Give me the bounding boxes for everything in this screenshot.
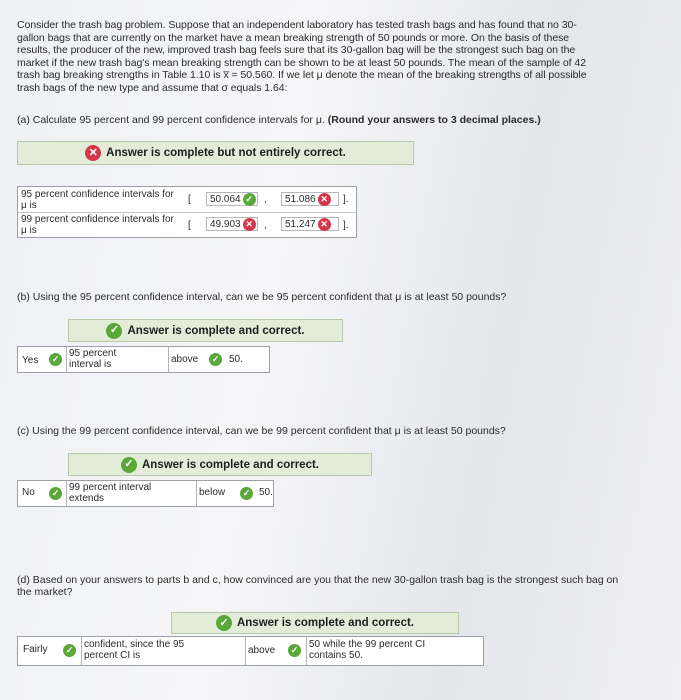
part-d-answer-row: [17, 636, 484, 666]
x-circle-icon: ✕: [318, 193, 331, 206]
ci99-upper-input[interactable]: [281, 217, 339, 231]
x-circle-icon: ✕: [85, 145, 101, 161]
row-95-comma: ,: [264, 194, 267, 205]
row-99-comma: ,: [264, 220, 267, 231]
problem-statement: Consider the trash bag problem. Suppose that an independent laboratory has tested trash bags and has found that no 30-gallon bags that are currently on the market have a mean breaking strength of 50 pounds or more. On the basis of these results, the producer of the new, improved trash bag feels sure that its 30-gallon bag will be the strongest such bag on the market if the new trash bag's mean breaking strength can be shown to be at least 50 pounds. The mean of the sample of 42 trash bag breaking strengths in Table 1.10 is x̅ = 50.560. If we let μ denote the mean of the breaking strengths of all possible trash bags of the new type and assume that σ equals 1.64:: [17, 19, 587, 94]
part-d-choice-value[interactable]: above: [248, 645, 276, 656]
part-c-choice-value[interactable]: below: [199, 487, 226, 498]
cell-divider: [306, 637, 307, 665]
check-circle-icon: ✓: [106, 323, 122, 339]
part-b-answer-row: [17, 346, 270, 373]
part-b-answer-value[interactable]: Yes: [22, 355, 39, 366]
part-d-middle-text: confident, since the 95 percent CI is: [84, 639, 185, 661]
check-circle-icon: ✓: [121, 457, 137, 473]
check-circle-icon: ✓: [63, 644, 76, 657]
part-b-result-banner: [68, 319, 343, 342]
cell-divider: [245, 637, 246, 665]
part-c-middle-text: 99 percent interval extends: [69, 482, 152, 504]
part-d-question: (d) Based on your answers to parts b and c, how convinced are you that the new 30-gallon trash bag is the strongest such bag on the market?: [17, 574, 619, 598]
cell-divider: [66, 347, 67, 372]
part-b-banner-text: Answer is complete and correct.: [127, 324, 305, 337]
row-99-label: 99 percent confidence intervals for μ is: [21, 214, 174, 236]
row-99-open-bracket: [: [188, 220, 191, 231]
part-c-question: (c) Using the 99 percent confidence interval, can we be 99 percent confident that μ is at least 50 pounds?: [17, 425, 506, 437]
part-d-tail-text: 50 while the 99 percent CI contains 50.: [309, 639, 426, 661]
part-a-question: [17, 114, 617, 126]
part-d-banner-text: Answer is complete and correct.: [236, 617, 415, 629]
cell-divider: [168, 347, 169, 372]
ci99-upper-value: 51.247: [285, 218, 316, 230]
ci95-lower-input[interactable]: [206, 192, 258, 206]
part-c-answer-value[interactable]: No: [22, 487, 35, 498]
part-b-middle-text: 95 percent interval is: [69, 348, 117, 370]
ci95-upper-input[interactable]: [281, 192, 339, 206]
part-a-result-banner: [17, 141, 414, 165]
check-circle-icon: ✓: [240, 487, 253, 500]
check-circle-icon: ✓: [49, 487, 62, 500]
cell-divider: [66, 481, 67, 506]
part-c-tail-text: 50.: [259, 487, 273, 498]
x-circle-icon: ✕: [243, 218, 256, 231]
table-row-divider: [18, 212, 356, 213]
part-b-choice-value[interactable]: above: [171, 354, 199, 365]
check-circle-icon: ✓: [209, 353, 222, 366]
part-b-question: (b) Using the 95 percent confidence interval, can we be 95 percent confident that μ is at least 50 pounds?: [17, 291, 507, 303]
row-95-close: ].: [343, 194, 349, 205]
part-d-answer-value[interactable]: Fairly: [23, 644, 48, 655]
check-circle-icon: ✓: [243, 193, 256, 206]
part-a-rounding-note: (Round your answers to 3 decimal places.): [327, 114, 541, 126]
check-circle-icon: ✓: [288, 644, 301, 657]
ci95-lower-value: 50.064: [210, 193, 241, 205]
part-c-banner-text: Answer is complete and correct.: [141, 458, 320, 471]
part-b-tail-text: 50.: [229, 354, 243, 365]
part-d-result-banner: [171, 612, 459, 634]
check-circle-icon: ✓: [49, 353, 62, 366]
part-c-answer-row: [17, 480, 274, 507]
part-a-banner-text: Answer is complete but not entirely correct.: [106, 147, 346, 159]
ci99-lower-input[interactable]: [206, 217, 258, 231]
x-circle-icon: ✕: [318, 218, 331, 231]
part-a-answer-table: [17, 186, 357, 238]
cell-divider: [81, 637, 82, 665]
row-95-label: 95 percent confidence intervals for μ is: [21, 189, 174, 211]
part-c-result-banner: [68, 453, 372, 476]
cell-divider: [196, 481, 197, 506]
row-99-close: ].: [343, 220, 349, 231]
part-a-question-text: (a) Calculate 95 percent and 99 percent confidence intervals for μ.: [17, 114, 325, 126]
ci95-upper-value: 51.086: [285, 193, 316, 205]
check-circle-icon: ✓: [216, 615, 232, 631]
row-95-open-bracket: [: [188, 194, 191, 205]
ci99-lower-value: 49.903: [210, 218, 241, 230]
